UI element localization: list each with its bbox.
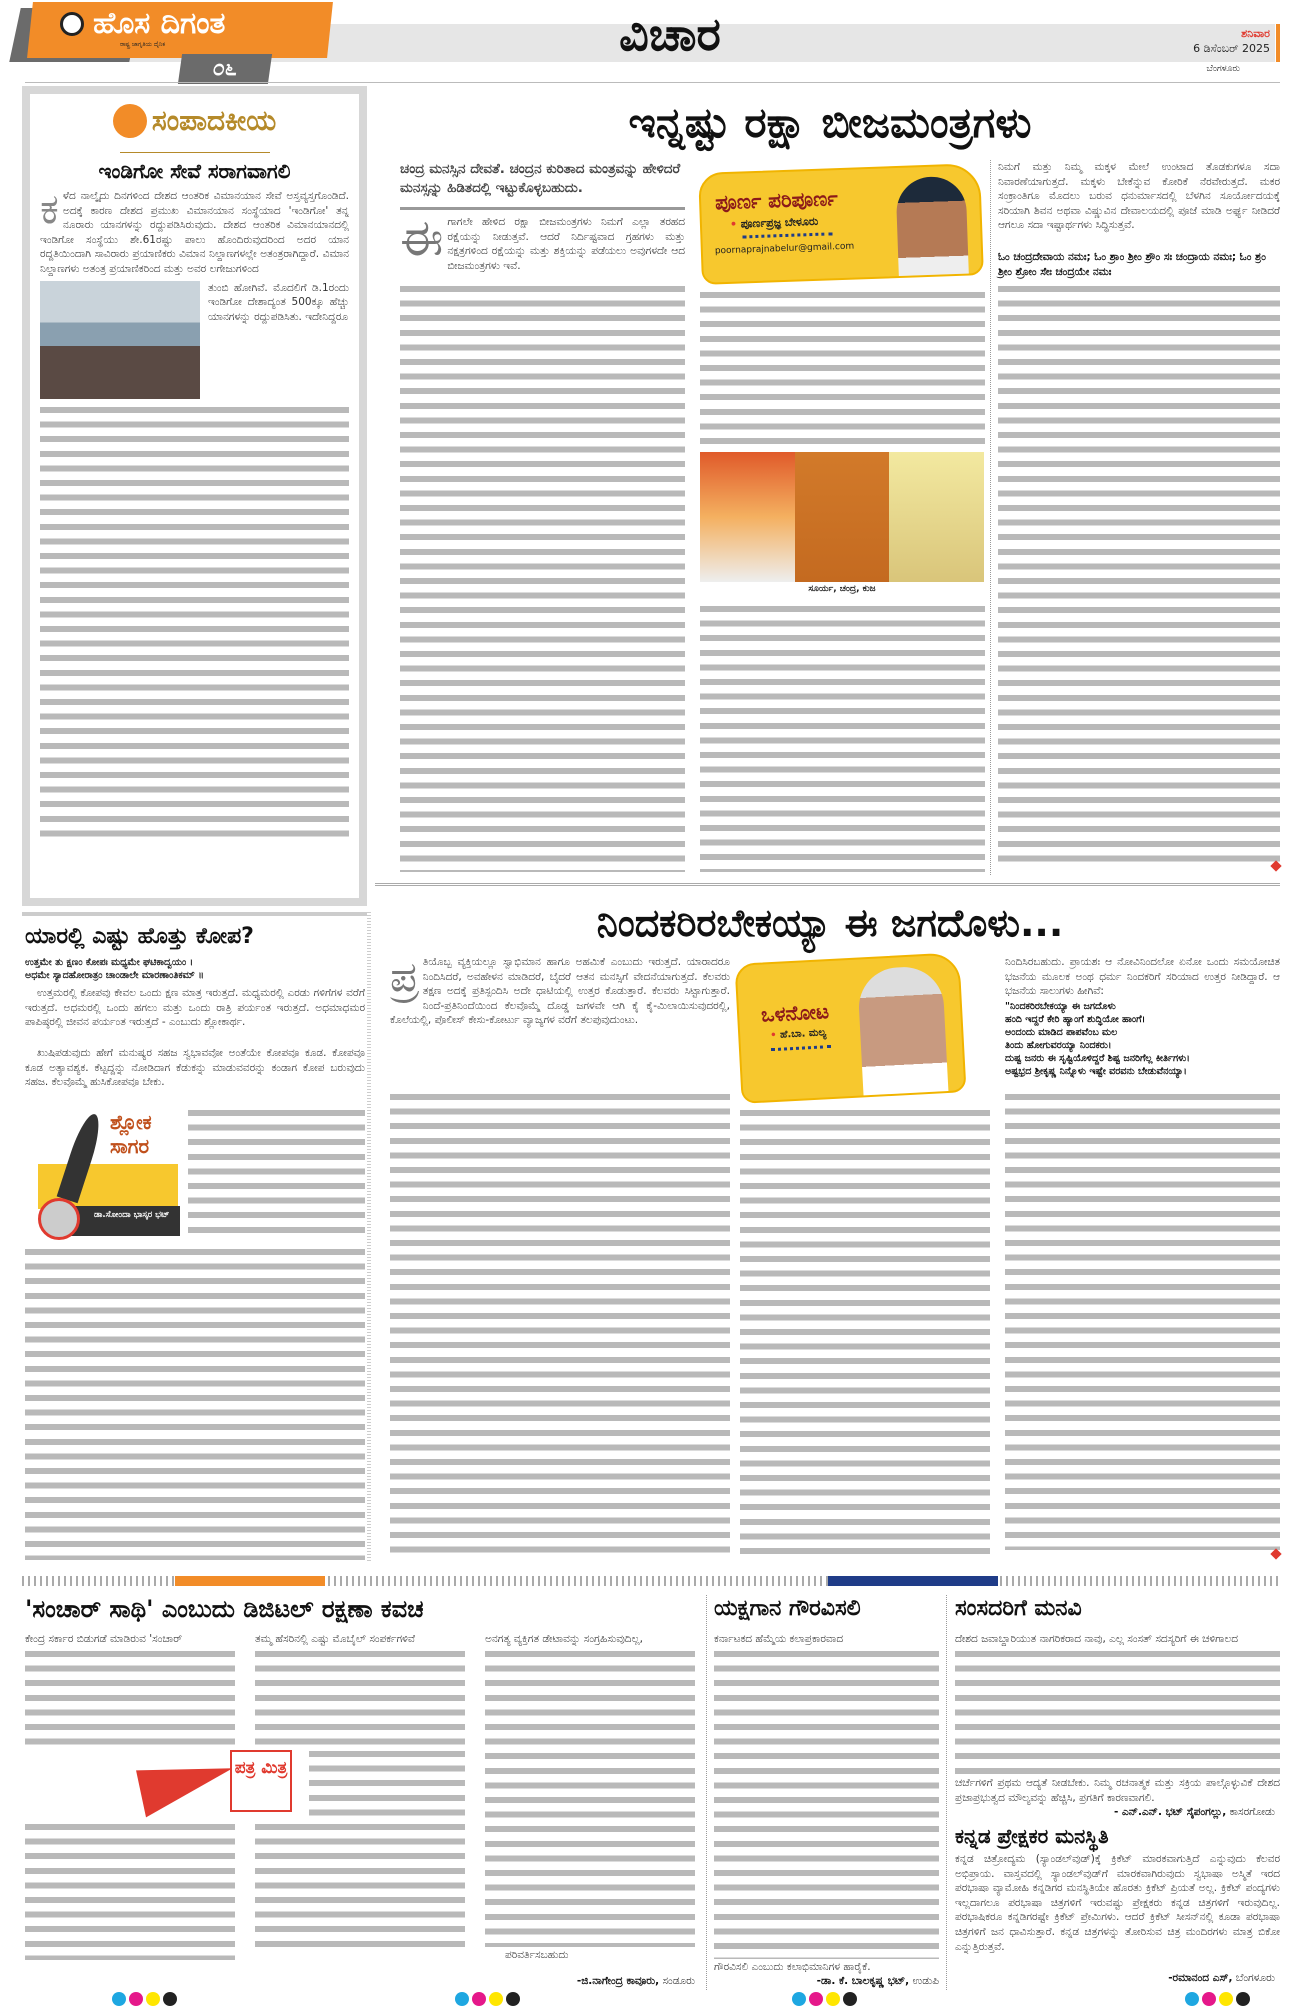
end-mark-icon xyxy=(1270,860,1281,871)
letter1-body: ಕೇಂದ್ರ ಸರ್ಕಾರ ಬಿಡುಗಡೆ ಮಾಡಿರುವ 'ಸಂಚಾರ್ ತಮ್ಮ ಹೆಸರಿನಲ್ಲಿ ಎಷ್ಟು ಮೊಬೈಲ್ ಸಂಪರ್ಕಗಳಿವೆ ಅನಗತ್ಯ ವ್ಯಕ್ತಿಗತ ಡೇಟಾವನ್ನು ಸಂಗ್ರಹಿಸುವುದಿಲ್ಲ, ಪರಿವರ್ತಿಸಬಹುದು ಪತ್ರ ಮಿತ್ರ xyxy=(25,1632,695,1962)
color-registration-marks xyxy=(112,1991,180,2010)
article1-headline: ಇನ್ನಷ್ಟು ರಕ್ಷಾ ಬೀಜಮಂತ್ರಗಳು xyxy=(628,98,1032,147)
blue-band-segment xyxy=(828,1576,998,1586)
chandra-image xyxy=(795,452,890,582)
kopa-p1: ಉತ್ತಮರಲ್ಲಿ ಕೋಪವು ಕೇವಲ ಒಂದು ಕ್ಷಣ ಮಾತ್ರ ಇರುತ್ತದೆ. ಮಧ್ಯಮರಲ್ಲಿ ಎರಡು ಗಳಿಗೆಗಳ ವರೆಗೆ ಇರುತ್ತದೆ. ಅಧಮರಲ್ಲಿ ಒಂದು ಹಗಲು ಮತ್ತು ಒಂದು ರಾತ್ರಿ ಪರ್ಯಂತ ಇರುತ್ತದೆ. ಅಧಮಾಧಮರ ಪಾಪಿಷ್ಠರಲ್ಲಿ ಜೀವನ ಪರ್ಯಂತ ಇರುತ್ತದೆ - ಎಂಬುದು ಶ್ಲೋಕಾರ್ಥ. xyxy=(25,987,365,1029)
letter2-signature: -ಡಾ. ಕೆ. ಬಾಲಕೃಷ್ಣ ಭಟ್, ಉಡುಪಿ xyxy=(816,1975,939,1987)
letter3-headline: ಸಂಸದರಿಗೆ ಮನವಿ xyxy=(955,1596,1082,1621)
letter3-body xyxy=(955,1647,1280,1775)
newspaper-logo: ಹೊಸ ದಿಗಂತ ರಾಷ್ಟ್ರ ಜಾಗೃತಿಯ ದೈನಿಕ xyxy=(60,6,320,56)
kopa-body-text xyxy=(25,1245,365,1560)
color-registration-marks xyxy=(1185,1991,1253,2010)
author-photo xyxy=(895,176,968,278)
image-caption: ಸೂರ್ಯ, ಚಂದ್ರ, ಕುಜ xyxy=(808,584,876,594)
logo-emblem-icon xyxy=(60,12,84,36)
color-registration-marks xyxy=(792,1991,860,2010)
shloka-sagara-badge: ಶ್ಲೋಕ ಸಾಗರ ಡಾ.ಸೋಂದಾ ಭಾಸ್ಕರ ಭಟ್ xyxy=(30,1106,180,1240)
letter1-col2-text-beside-logo xyxy=(309,1747,465,1820)
orange-band-segment xyxy=(175,1576,325,1586)
drop-cap: ಪ್ರ xyxy=(390,952,419,1001)
paper-plane-icon xyxy=(136,1751,239,1818)
kopa-side-rule xyxy=(367,912,371,1562)
article1-deck: ಚಂದ್ರ ಮನಸ್ಸಿನ ದೇವತೆ. ಚಂದ್ರನ ಕುರಿತಾದ ಮಂತ್ರವನ್ನು ಹೇಳಿದರೆ ಮನಸ್ಸನ್ನು ಹಿಡಿತದಲ್ಲಿ ಇಟ್ಟುಕೊಳ್ಳಬಹುದು. xyxy=(400,161,681,196)
article2-col3-text: ನಿಂದಿಸಿರಬಹುದು. ಪ್ರಾಯಶಃ ಆ ನೋವಿನಿಂದಲೋ ಏನೋ ಒಂದು ಸಮಯೋಚಿತ ಭಜನೆಯ ಮೂಲಕ ಅಂಥ ಧರ್ಮ ನಿಂದಕರಿಗೆ ಸರಿಯಾದ ಉತ್ತರ ನೀಡಿದ್ದಾರೆ. ಆ ಭಜನೆಯ ಸಾಲುಗಳು ಹೀಗಿವೆ: xyxy=(1005,956,1280,998)
kopa-shloka: ಉತ್ತಮೇ ತು ಕ್ಷಣಂ ಕೋಪಃ ಮಧ್ಯಮೇ ಘಟಿಕಾದ್ವಯಂ । ಅಧಮೇ ಸ್ಯಾದಹೋರಾತ್ರಂ ಚಾಂಡಾಲೇ ಮಾರಣಾಂತಿಕಮ್ ॥ xyxy=(25,957,204,981)
deity-images xyxy=(700,452,984,582)
editorial-headline: ಇಂಡಿಗೋ ಸೇವೆ ಸರಾಗವಾಗಲಿ xyxy=(98,159,291,183)
page-number: ೦೬ xyxy=(178,54,272,84)
column-badge-purna: ಪೂರ್ಣ ಪರಿಪೂರ್ಣ • ಪೂರ್ಣಪ್ರಜ್ಞ ಬೇಳೂರು poornaprajnabelur@gmail.com xyxy=(698,163,984,285)
author-photo xyxy=(38,1198,80,1240)
letter2-headline: ಯಕ್ಷಗಾನ ಗೌರವಿಸಲಿ xyxy=(714,1596,861,1621)
letter4-body: ಕನ್ನಡ ಚಿತ್ರೋದ್ಯಮ (ಸ್ಯಾಂಡಲ್‌ವುಡ್)ಕ್ಕೆ ಕ್ರಿಕೆಟ್ ಮಾರಕವಾಗುತ್ತಿದೆ ಎನ್ನುವುದು ಕೆಲವರ ಅಭಿಪ್ರಾಯ. ವಾಸ್ತವದಲ್ಲಿ ಸ್ಯಾಂಡಲ್‌ವುಡ್‌ಗೆ ಮಾರಕವಾಗಿರುವುದು ಸ್ವಭಾಷಾ ಅಸ್ಮಿತೆ ಇರದ ಪರಭಾಷಾ ವ್ಯಾಮೋಹಿ ಕನ್ನಡಿಗರ ಮನಸ್ಥಿತಿಯೇ ಹೊರತು ಕ್ರಿಕೆಟ್ ಪ್ರಿಯತೆ ಅಲ್ಲ. ಕ್ರಿಕೆಟ್ ಪಂದ್ಯಗಳು ಇಲ್ಲದಾಗಲೂ ಪರಭಾಷಾ ಚಿತ್ರಗಳಿಗೆ ಇರುವಷ್ಟು ಪ್ರೇಕ್ಷಕರು ಕನ್ನಡ ಚಿತ್ರಗಳಿಗೆ ಇರುವುದಿಲ್ಲ. ಪರಭಾಷಿಕರೂ ಕನ್ನಡಿಗರಷ್ಟೇ ಕ್ರಿಕೆಟ್ ಪ್ರೇಮಿಗಳು. ಆದರೆ ಕ್ರಿಕೆಟ್ ಸೀಸನ್‌ನಲ್ಲಿ ಕೂಡಾ ಪರಭಾಷಾ ಚಿತ್ರಗಳಿಗೆ ಜನ ಧಾವಿಸುತ್ತಾರೆ. ಕನ್ನಡ ಚಿತ್ರಗಳನ್ನು ತೋರಿಸುವ ಚಿತ್ರ ಮಂದಿರಗಳು ಮಾತ್ರ ಬಿಕೋ ಎನ್ನುತ್ತಿರುತ್ತವೆ. xyxy=(955,1853,1280,1953)
editorial-side-text: ತುಂಬಿ ಹೋಗಿವೆ. ಮೊದಲಿಗೆ ಡಿ.1ರಂದು ಇಂಡಿಗೋ ದೇಶಾದ್ಯಂತ 500ಕ್ಕೂ ಹೆಚ್ಚು ಯಾನಗಳನ್ನು ರದ್ದುಪಡಿಸಿತು. ಇದೇನಿದ್ದರೂ xyxy=(208,281,349,323)
letter3-first-line: ದೇಶದ ಜವಾಬ್ದಾರಿಯುತ ನಾಗರಿಕರಾದ ನಾವು, ಎಲ್ಲ ಸಂಸತ್ ಸದಸ್ಯರಿಗೆ ಈ ಚಳಿಗಾಲದ xyxy=(955,1633,1239,1645)
article1-col3-text: ನಿಮಗೆ ಮತ್ತು ನಿಮ್ಮ ಮಕ್ಕಳ ಮೇಲೆ ಉಂಟಾದ ತೊಡಕುಗಳೂ ಸದಾ ನಿವಾರಣೆಯಾಗುತ್ತದೆ. ಮಕ್ಕಳು ಬೇಕೆನ್ನುವ ಕೋರಿಕೆ ನೆರವೇರುತ್ತದೆ. ಮಕರ ಸಂಕ್ರಾಂತಿಗೂ ಮೊದಲು ಬರುವ ಧನುರ್ಮಾಸದಲ್ಲಿ ಬೆಳಗಿನ ಸೂರ್ಯೋದಯಕ್ಕೆ ಸರಿಯಾಗಿ ಶಿವನ ಅಥವಾ ವಿಷ್ಣುವಿನ ದೇವಾಲಯದಲ್ಲಿ ಪೂಜೆ ಮಾಡಿ ಅರ್ಘ್ಯ ನೀಡಿದರೆ ಆಗಲೂ ಸದಾ ಇಷ್ಟಾರ್ಥಗಳು ಸಿದ್ಧಿಸುತ್ತವೆ. xyxy=(998,161,1280,232)
article1-lead: ಈಗಾಗಲೇ ಹೇಳಿದ ರಕ್ಷಾ ಬೀಜಮಂತ್ರಗಳು ನಿಮಗೆ ಎಲ್ಲಾ ತರಹದ ರಕ್ಷೆಯನ್ನು ನೀಡುತ್ತವೆ. ಆದರೆ ನಿರ್ದಿಷ್ಟವಾದ ಗ್ರಹಗಳು ಮತ್ತು ನಕ್ಷತ್ರಗಳಿಂದ ರಕ್ಷೆಯನ್ನು ಮತ್ತು ಶಕ್ತಿಯನ್ನು ಪಡೆಯಲು ಅವುಗಳದೇ ಆದ ಬೀಜಮಂತ್ರಗಳು ಇವೆ. xyxy=(400,209,685,272)
letter3-end: ಚರ್ಚೆಗಳಿಗೆ ಪ್ರಥಮ ಆದ್ಯತೆ ನೀಡಬೇಕು. ನಿಮ್ಮ ರಚನಾತ್ಮಕ ಮತ್ತು ಸಕ್ರಿಯ ಪಾಲ್ಗೊಳ್ಳುವಿಕೆ ದೇಶದ ಪ್ರಜಾಪ್ರಭುತ್ವದ ಮೌಲ್ಯವನ್ನು ಹೆಚ್ಚಿಸಿ, ಪ್ರಗತಿಗೆ ಕಾರಣವಾಗಲಿ. xyxy=(955,1777,1280,1804)
section-divider xyxy=(375,883,1280,886)
letter4-signature: -ರಮಾನಂದ ಎಸ್, ಬೆಂಗಳೂರು xyxy=(1168,1972,1275,1984)
section-title: ವಿಚಾರ xyxy=(619,7,721,61)
end-mark-icon xyxy=(1270,1548,1281,1559)
patra-mitra-logo: ಪತ್ರ ಮಿತ್ರ xyxy=(140,1750,310,1816)
airport-photo xyxy=(40,281,200,399)
letter1-col2-text-top xyxy=(255,1647,465,1747)
letter1-signature: -ಜಿ.ನಾಗೇಂದ್ರ ಕಾವೂರು, ಸಂಡೂರು xyxy=(576,1975,695,1987)
article2-lead: ಪ್ರ ತಿಯೊಬ್ಬ ವ್ಯಕ್ತಿಯಲ್ಲೂ ಸ್ವಾಭಿಮಾನ ಹಾಗೂ ಅಹಮಿಕೆ ಎಂಬುದು ಇರುತ್ತದೆ. ಯಾರಾದರೂ ನಿಂದಿಸಿದರೆ, ಅವಹೇಳನ ಮಾಡಿದರೆ, ಬೈದರೆ ಆತನ ಮನಸ್ಸಿಗೆ ವೇದನೆಯಾಗುತ್ತದೆ. ಕೆಲವರು ತಕ್ಷಣ ಅದಕ್ಕೆ ಪ್ರತಿಸ್ಪಂದಿಸಿ ಅದೇ ಧಾಟಿಯಲ್ಲಿ ಉತ್ತರ ಕೊಡುತ್ತಾರೆ. ಕೆಲವರು ಸಿಟ್ಟಾಗುತ್ತಾರೆ. ನಿಂದೆ-ಪ್ರತಿನಿಂದೆಯಿಂದ ಕೆಲವೊಮ್ಮೆ ದೊಡ್ಡ ಜಗಳವೇ ಆಗಿ ಕೈ ಕೈ-ಮಿಲಾಯಿಸುವುದರಲ್ಲಿ, ಕೊಲೆಯಲ್ಲಿ, ಪೊಲೀಸ್ ಕೇಸು-ಕೋರ್ಟು ವ್ಯಾಜ್ಯಗಳ ವರೆಗೆ ತಲಪುವುದುಂಟು. xyxy=(390,952,730,1027)
kopa-side-text xyxy=(188,1106,365,1240)
editorial-emblem-icon xyxy=(113,104,147,138)
drop-cap: ಈ xyxy=(400,209,444,267)
article1-col1-text xyxy=(400,282,685,872)
column-badge-olanota: ಒಳನೋಟ • ಹೆ.ಬಾ. ಮಲ್ಯ xyxy=(734,952,966,1104)
article1-col2-text-top xyxy=(700,288,985,444)
author-photo xyxy=(857,965,949,1099)
article1-col3-body xyxy=(998,282,1280,862)
kopa-p2: ಖುಷಿಪಡುವುದು ಹೇಗೆ ಮನುಷ್ಯರ ಸಹಜ ಸ್ವಭಾವವೋ ಅಂತೆಯೇ ಕೋಪವೂ ಕೂಡ. ಕೋಪವೂ ಕೂಡ ಅತ್ಯಾವಶ್ಯಕ. ಕೆಟ್ಟದ್ದನ್ನು ನೋಡಿದಾಗ ಕೆಡುಕನ್ನು ಮಾಡುವವರನ್ನು ಕಂಡಾಗ ಕೋಪ ಬರುವುದು ಸಹಜ. ಕೆಲವೊಮ್ಮೆ ಹುಸಿಕೋಪವೂ ಬೇಕು. xyxy=(25,1047,365,1089)
chandra-mantra: ಓಂ ಚಂದ್ರದೇವಾಯ ನಮಃ; ಓಂ ಶ್ರಾಂ ಶ್ರೀಂ ಶ್ರೌಂ ಸಃ ಚಂದ್ರಾಯ ನಮಃ; ಓಂ ಶ್ರಂ ಶ್ರೀಂ ಶ್ರೋಂ ಸೇಃ ಚಂದ್ರಯೇ ನಮಃ xyxy=(998,251,1266,278)
dotted-divider xyxy=(742,232,832,238)
article1-col2-text-bottom xyxy=(700,602,985,872)
editorial-lead: ಕಳೆದ ನಾಲ್ಕೈದು ದಿನಗಳಿಂದ ದೇಶದ ಆಂತರಿಕ ವಿಮಾನಯಾನ ಸೇವೆ ಅಸ್ತವ್ಯಸ್ತಗೊಂಡಿದೆ. ಅದಕ್ಕೆ ಕಾರಣ ದೇಶದ ಪ್ರಮುಖ ವಿಮಾನಯಾನ ಸಂಸ್ಥೆಯಾದ 'ಇಂಡಿಗೋ' ತನ್ನ ನೂರಾರು ಯಾನಗಳನ್ನು ರದ್ದುಪಡಿಸಿರುವುದು. ದೇಶದ ಆಂತರಿಕ ವಿಮಾನಯಾನದಲ್ಲಿ ಇಂಡಿಗೋ ಸಂಸ್ಥೆಯು ಶೇ.61ರಷ್ಟು ಪಾಲು ಹೊಂದಿರುವುದರಿಂದ ಅದರ ಯಾನ ರದ್ದತಿಯಿಂದಾಗಿ ಸಾವಿರಾರು ಪ್ರಯಾಣಿಕರು ವಿಮಾನ ನಿಲ್ದಾಣಗಳಲ್ಲೇ ಅತಂತ್ರರಾಗಿದ್ದಾರೆ. ವಿಮಾನ ನಿಲ್ದಾಣಗಳು ಅತಂತ್ರ ಪ್ರಯಾಣಿಕರಿಂದ ಮತ್ತು ಅವರ ಲಗೇಜುಗಳಿಂದ xyxy=(40,184,349,275)
letter1-col2-text-bottom xyxy=(255,1820,465,1947)
editorial-label: ಸಂಪಾದಕೀಯ xyxy=(40,104,349,152)
letter2-body xyxy=(714,1647,939,1959)
editorial-box xyxy=(22,86,367,906)
bhajan-verse: "ನಿಂದಕರಿರಬೇಕಯ್ಯಾ ಈ ಜಗದೊಳು ಹಂದಿ ಇದ್ದರೆ ಕೇರಿ ಹ್ಯಾಂಗೆ ಶುದ್ಧಿಯೋ ಹಾಂಗೆ। ಅಂದಂದು ಮಾಡಿದ ಪಾಪವೆಂಬ ಮಲ ತಿಂದು ಹೋಗುವರಯ್ಯಾ ನಿಂದಕರು। ದುಷ್ಟ ಜನರು ಈ ಸೃಷ್ಟಿಯೊಳಿದ್ದರೆ ಶಿಷ್ಟ ಜನರಿಗೆಲ್ಲ ಕೀರ್ತಿಗಳು। ಅಷ್ಟಭ್ರದ ಶ್ರೀಕೃಷ್ಣ ನಿನ್ನೊಳು ಇಷ್ಟೇ ವರವನು ಬೇಡುವೆನಯ್ಯಾ। xyxy=(1005,1001,1190,1077)
letter1-headline: 'ಸಂಚಾರ್ ಸಾಥಿ' ಎಂಬುದು ಡಿಜಿಟಲ್ ರಕ್ಷಣಾ ಕವಚ xyxy=(25,1595,424,1623)
ornament-divider xyxy=(120,152,270,153)
letter3-signature: - ಎನ್.ಎನ್. ಭಟ್ ಸೈಪಂಗಲ್ಲು, ಕಾಸರಗೋಡು xyxy=(1113,1806,1275,1818)
article2-col3-body xyxy=(1005,1090,1280,1550)
dateline: ಶನಿವಾರ 6 ಡಿಸೆಂಬರ್ 2025 ಬೆಂಗಳೂರು xyxy=(1193,27,1270,74)
dotted-divider xyxy=(771,1045,831,1051)
kuja-image xyxy=(889,452,984,582)
masthead xyxy=(0,0,1307,82)
editorial-body-text xyxy=(40,403,349,843)
orange-accent-bar xyxy=(1276,24,1280,62)
header-rule xyxy=(25,82,1280,83)
article2-col2-body xyxy=(740,1106,990,1561)
kopa-headline: ಯಾರಲ್ಲಿ ಎಷ್ಟು ಹೊತ್ತು ಕೋಪ? xyxy=(25,924,254,949)
letter4-headline: ಕನ್ನಡ ಪ್ರೇಕ್ಷಕರ ಮನಸ್ಥಿತಿ xyxy=(955,1824,1109,1848)
letter2-first-line: ಕರ್ನಾಟಕದ ಹೆಮ್ಮೆಯ ಕಲಾಪ್ರಕಾರವಾದ xyxy=(714,1633,844,1645)
surya-image xyxy=(700,452,795,582)
article2-headline: ನಿಂದಕರಿರಬೇಕಯ್ಯಾ ಈ ಜಗದೊಳು... xyxy=(596,901,1064,945)
drop-cap: ಕ xyxy=(40,184,59,233)
letter2-end: ಗೌರವಿಸಲಿ ಎಂಬುದು ಕಲಾಭಿಮಾನಿಗಳ ಹಾರೈಕೆ. xyxy=(714,1961,871,1973)
kopa-top-rule xyxy=(22,912,367,916)
color-registration-marks xyxy=(455,1991,523,2010)
article2-col1-body xyxy=(390,1090,730,1560)
